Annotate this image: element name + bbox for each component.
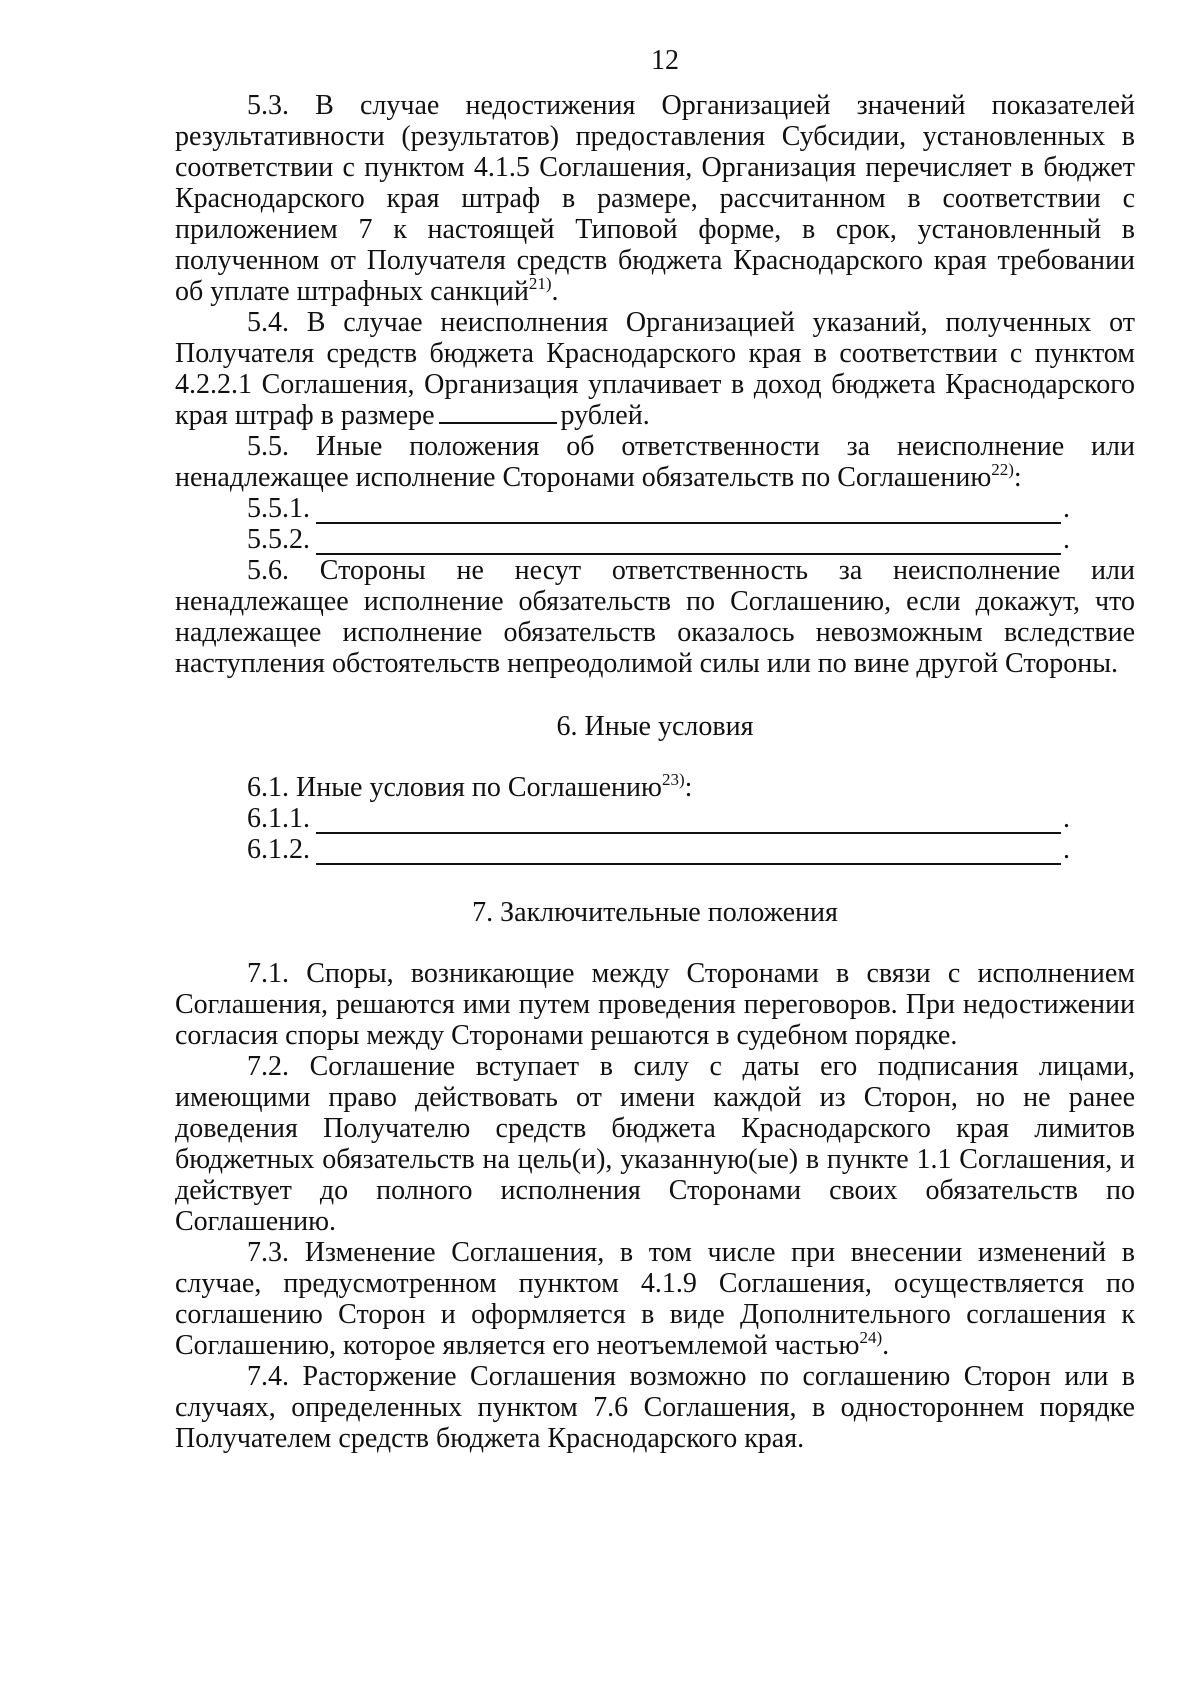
punctuation: . [1063, 524, 1070, 555]
footnote-ref: 24) [859, 1328, 883, 1347]
fill-in-line [316, 531, 1061, 555]
paragraph-text: 5.4. В случае неисполнения Организацией указаний, полученных от Получателя средств бюджета Краснодарского края в соответствии с пунктом 4.2.2.1 Соглашения, Организация уплачивает в доход бюджета Краснодарского края штраф в размере [175, 307, 1135, 431]
paragraph-text: 5.5. Иные положения об ответственности за неисполнение или ненадлежащее исполнение Сторонами обязательств по Соглашению [175, 431, 1135, 493]
section-heading-6: 6. Иные условия [556, 711, 754, 742]
page-number: 12 [651, 45, 679, 76]
paragraph-5-6: 5.6. Стороны не несут ответственность за неисполнение или ненадлежащее исполнение обязательств по Соглашению, если докажут, что надлежащее исполнение обязательств оказалось невозможным вследствие наступления обстоятельств непреодолимой силы или по вине другой Стороны. [175, 555, 1135, 679]
paragraph-7-2: 7.2. Соглашение вступает в силу с даты его подписания лицами, имеющими право действовать от имени каждой из Сторон, но не ранее доведения Получателю средств бюджета Краснодарского края лимитов бюджетных обязательств на цель(и), указанную(ые) в пункте 1.1 Соглашения, и действует до полного исполнения Сторонами своих обязательств по Соглашению. [175, 1051, 1135, 1237]
punctuation: . [882, 1330, 890, 1361]
paragraph-5-4 [175, 307, 1135, 431]
punctuation: : [1013, 462, 1022, 493]
punctuation: . [551, 276, 559, 307]
punctuation: : [684, 772, 693, 803]
fill-in-blank-amount [439, 402, 557, 424]
footnote-ref: 21) [528, 274, 552, 293]
paragraph-text: 7.3. Изменение Соглашения, в том числе при внесении изменений в случае, предусмотренном пунктом 4.1.9 Соглашения, осуществляется по соглашению Сторон и оформляется в виде Дополнительного соглашения к Соглашению, которое является его неотъемлемой частью [175, 1237, 1135, 1361]
footnote-ref: 23) [661, 770, 685, 789]
blank-item-6-1-1 [175, 803, 1135, 834]
fill-in-line [316, 500, 1061, 524]
item-number: 5.5.2. [247, 524, 310, 555]
document-page [175, 45, 1135, 1454]
paragraph-text: 6.1. Иные условия по Соглашению [247, 772, 662, 803]
paragraph-6-1 [175, 772, 1135, 803]
fill-in-line [316, 841, 1061, 865]
paragraph-5-5 [175, 431, 1135, 493]
fill-in-line [316, 810, 1061, 834]
item-number: 6.1.1. [247, 803, 310, 834]
paragraph-7-1: 7.1. Споры, возникающие между Сторонами в связи с исполнением Соглашения, решаются ими путем проведения переговоров. При недостижении согласия споры между Сторонами решаются в судебном порядке. [175, 958, 1135, 1051]
blank-item-6-1-2 [175, 834, 1135, 865]
paragraph-text-tail: рублей. [560, 400, 650, 431]
paragraph-text: 5.3. В случае недостижения Организацией значений показателей результативности (результатов) предоставления Субсидии, установленных в соответствии с пунктом 4.1.5 Соглашения, Организация перечисляет в бюджет Краснодарского края штраф в размере, рассчитанном в соответствии с приложением 7 к настоящей Типовой форме, в срок, установленный в полученном от Получателя средств бюджета Краснодарского края требовании об уплате штрафных санкций [175, 90, 1135, 307]
section-heading-7: 7. Заключительные положения [472, 897, 838, 928]
paragraph-5-3 [175, 90, 1135, 307]
punctuation: . [1063, 493, 1070, 524]
paragraph-7-3 [175, 1237, 1135, 1361]
blank-item-5-5-2 [175, 524, 1135, 555]
footnote-ref: 22) [991, 460, 1014, 479]
blank-item-5-5-1 [175, 493, 1135, 524]
paragraph-7-4: 7.4. Расторжение Соглашения возможно по соглашению Сторон или в случаях, определенных пунктом 7.6 Соглашения, в одностороннем порядке Получателем средств бюджета Краснодарского края. [175, 1361, 1135, 1454]
item-number: 6.1.2. [247, 834, 310, 865]
item-number: 5.5.1. [247, 493, 310, 524]
punctuation: . [1063, 834, 1070, 865]
punctuation: . [1063, 803, 1070, 834]
